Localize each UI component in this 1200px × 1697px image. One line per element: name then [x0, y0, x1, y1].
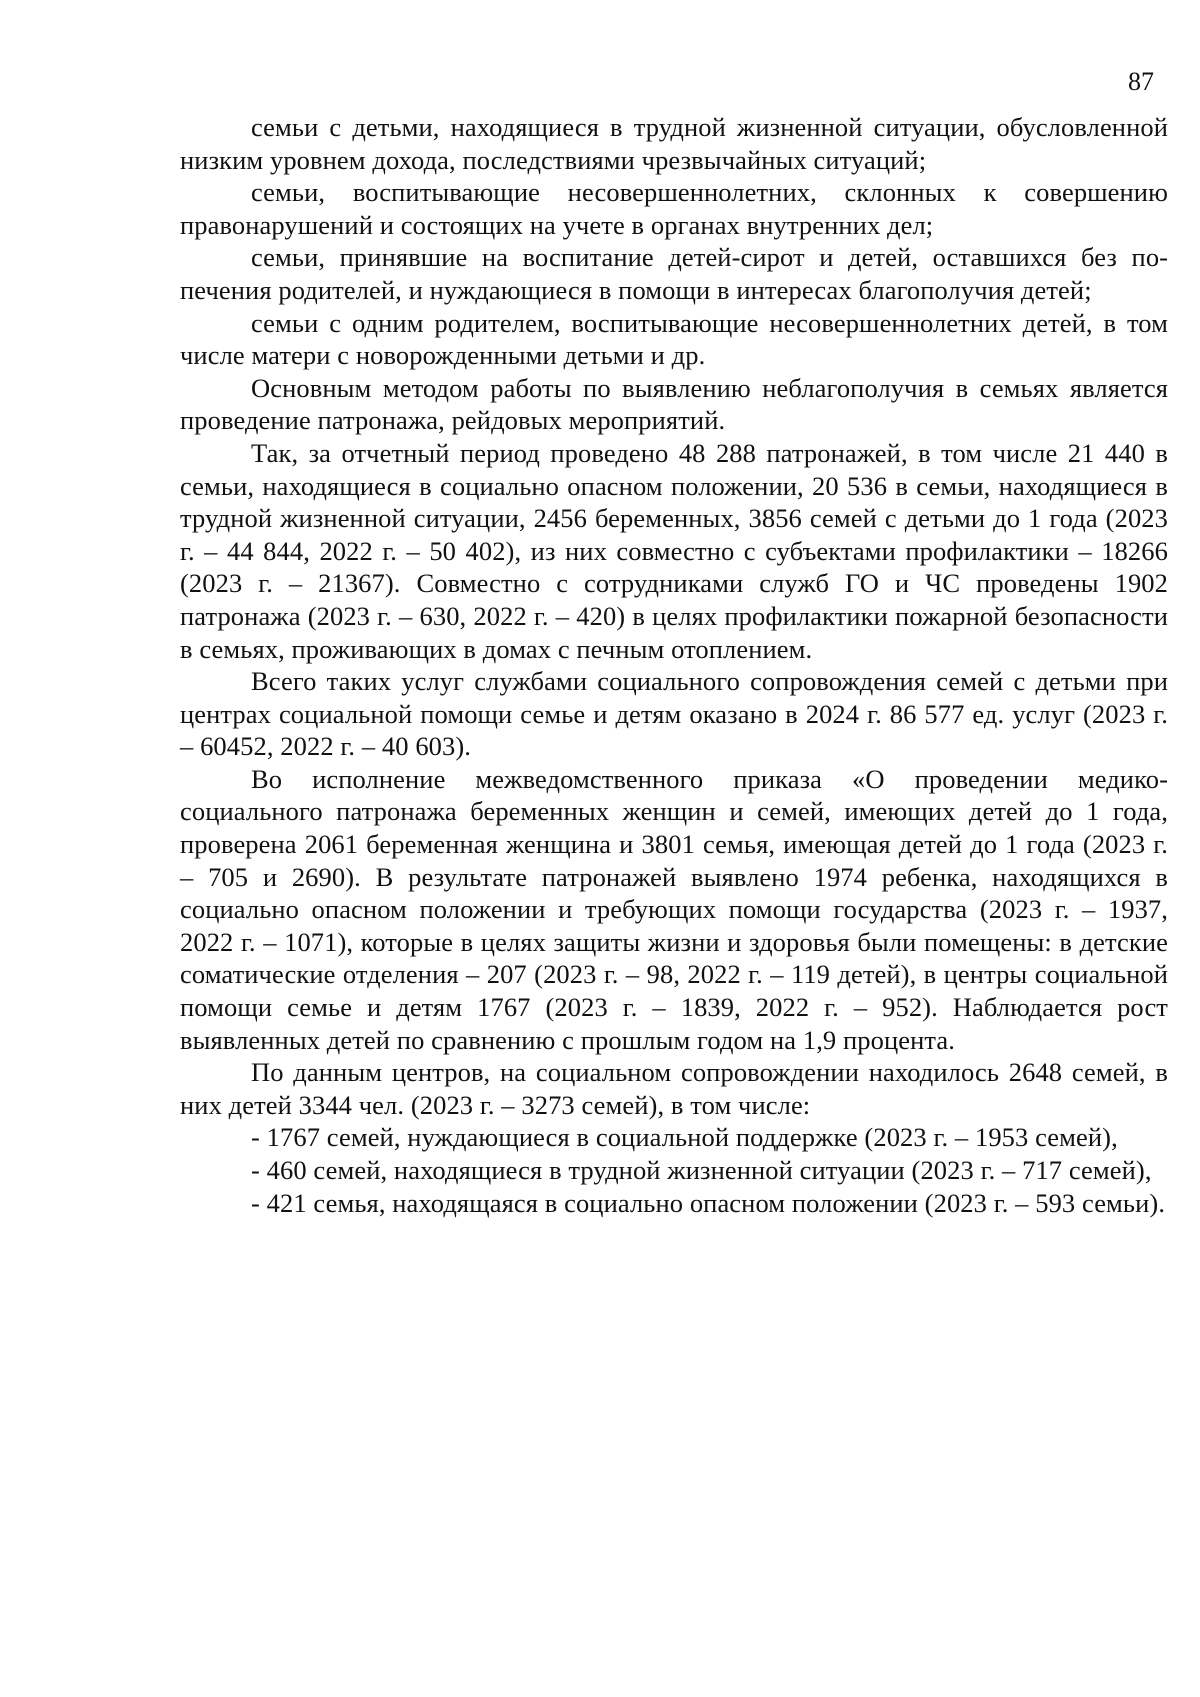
paragraph-interagency-order: Во исполнение межведомственного приказа «О проведении медико-социального патронажа беременных женщин и семей, имеющих детей до 1 года, проверена 2061 беременная женщина и 3801 семья, имеющая детей до 1 года (2023 г. – 705 и 2690). В результате патронажей выявлено 1974 ребенка, находящихся в социально опасном положении и требующих помощи государства (2023 г. – 1937, 2022 г. – 1071), которые в целях защиты жизни и здоровья были помещены: в детские соматические отделения – 207 (2023 г. – 98, 2022 г. – 119 детей), в центры социальной помощи семье и детям 1767 (2023 г. – 1839, 2022 г. – 952). Наблюдается рост выявленных детей по сравнению с прошлым годом на 1,9 процента. [180, 763, 1168, 1055]
paragraph-families-offenders: семьи, воспитывающие несовершеннолетних, склонных к совершению правонарушений и состоящих на учете в органах внутренних дел; [180, 177, 1168, 240]
paragraph-main-method: Основным методом работы по выявлению неблагополучия в семьях является проведение патронажа, рейдовых мероприятий. [180, 372, 1168, 436]
paragraph-families-foster: семьи, принявшие на воспитание детей-сирот и детей, оставшихся без попечения родителей, и нуждающиеся в помощи в интересах благополучия детей; [180, 242, 1168, 305]
paragraph-single-parent-families: семьи с одним родителем, воспитывающие несовершеннолетних детей, в том числе матери с новорожденными детьми и др. [180, 307, 1168, 371]
paragraph-social-support-total: По данным центров, на социальном сопровождении находилось 2648 семей, в них детей 3344 чел. (2023 г. – 3273 семей), в том числе: [180, 1057, 1168, 1120]
list-item-difficult-situation: - 460 семей, находящиеся в трудной жизненной ситуации (2023 г. – 717 семей), [251, 1155, 1152, 1185]
page-number: 87 [1128, 67, 1154, 96]
list-item-dangerous-situation: - 421 семья, находящаяся в социально опасном положении (2023 г. – 593 семьи). [251, 1187, 1166, 1218]
list-item-social-support: - 1767 семей, нуждающиеся в социальной поддержке (2023 г. – 1953 семей), [251, 1122, 1118, 1153]
paragraph-services-total: Всего таких услуг службами социального сопровождения семей с детьми при центрах социальной помощи семье и детям оказано в 2024 г. 86 577 ед. услуг (2023 г. – 60452, 2022 г. – 40 603). [180, 666, 1168, 762]
paragraph-patronage-statistics: Так, за отчетный период проведено 48 288 патронажей, в том числе 21 440 в семьи, находящиеся в социально опасном положении, 20 536 в семьи, находящиеся в трудной жизненной ситуации, 2456 беременных, 3856 семей с детьми до 1 года (2023 г. – 44 844, 2022 г. – 50 402), из них совместно с субъектами профилактики – 18266 (2023 г. – 21367). Совместно с сотрудниками служб ГО и ЧС проведены 1902 патронажа (2023 г. – 630, 2022 г. – 420) в целях профилактики пожарной безопасности в семьях, проживающих в домах с печным отоплением. [180, 437, 1168, 664]
document-body [180, 111, 1168, 1219]
paragraph-families-difficult-situation: семьи с детьми, находящиеся в трудной жизненной ситуации, обусловленной низким уровнем дохода, последствиями чрезвычайных ситуаций; [180, 112, 1168, 175]
